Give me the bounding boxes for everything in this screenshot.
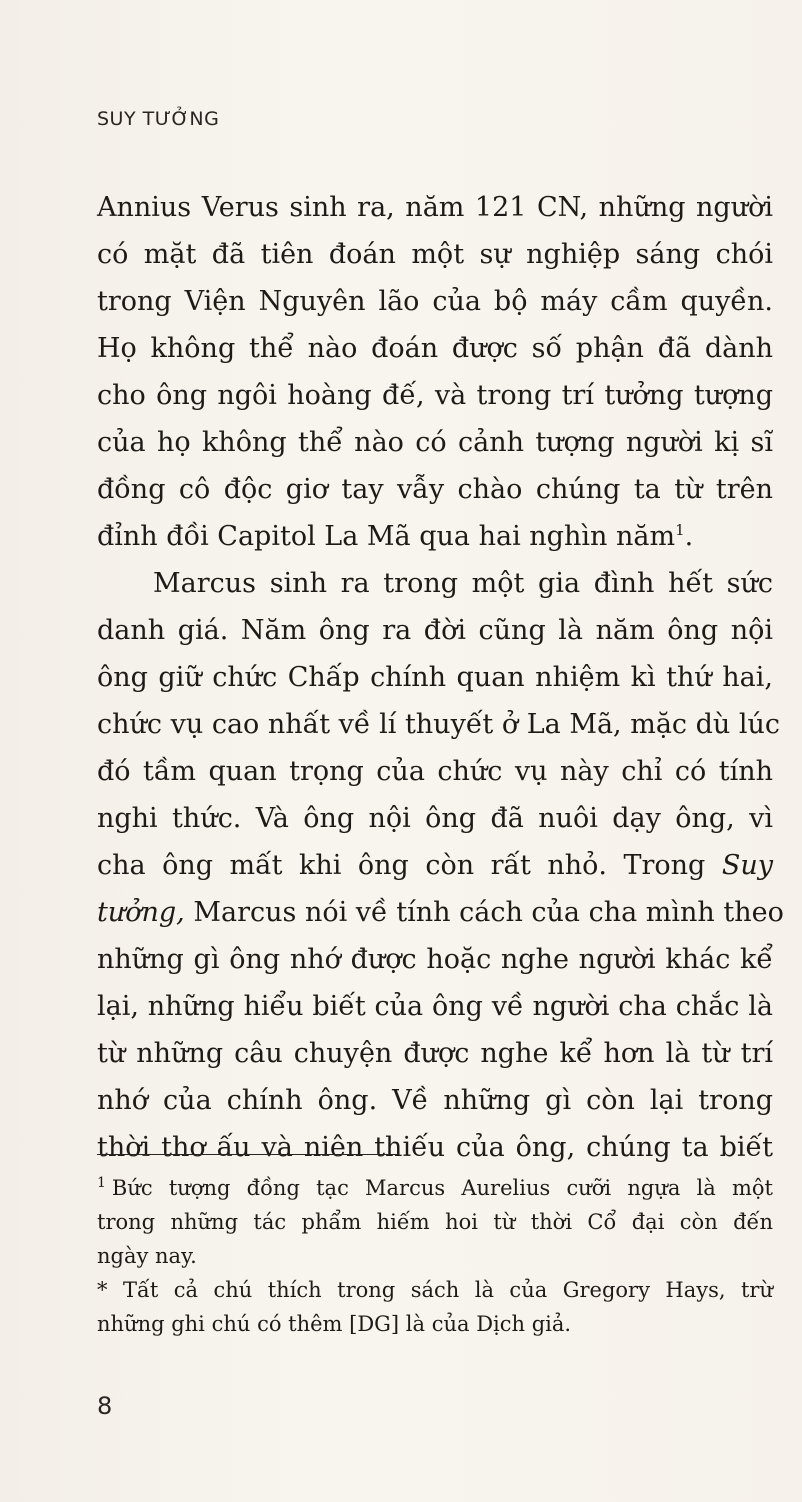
text-line: lại, những hiểu biết của ông về người cha chắc là: [97, 991, 773, 1022]
paragraph-2: [97, 560, 784, 1171]
text-line: đó tầm quan trọng của chức vụ này chỉ có tính: [97, 756, 773, 787]
book-title-italic: tưởng,: [97, 897, 185, 928]
footnote-line: những ghi chú có thêm [DG] là của Dịch giả.: [97, 1312, 572, 1336]
text-segment: Marcus nói về tính cách của cha mình theo: [193, 897, 784, 928]
text-line: cho ông ngôi hoàng đế, và trong trí tưởng tượng: [97, 380, 773, 411]
text-line: [97, 513, 773, 560]
footnotes: [97, 1171, 773, 1341]
text-line: của họ không thể nào có cảnh tượng người kị sĩ: [97, 427, 773, 458]
footnote-divider: [97, 1154, 397, 1155]
text-segment: đỉnh đồi Capitol La Mã qua hai nghìn năm: [97, 521, 676, 552]
text-line: có mặt đã tiên đoán một sự nghiệp sáng chói: [97, 239, 773, 270]
text-line: nghi thức. Và ông nội ông đã nuôi dạy ông, vì: [97, 803, 773, 834]
text-line: trong Viện Nguyên lão của bộ máy cầm quyền.: [97, 286, 773, 317]
text-line: Annius Verus sinh ra, năm 121 CN, những người: [97, 192, 773, 223]
text-segment: Bức tượng đồng tạc Marcus Aurelius cưỡi ngựa là một: [111, 1176, 773, 1200]
text-line: danh giá. Năm ông ra đời cũng là năm ông nội: [97, 615, 773, 646]
text-line: nhớ của chính ông. Về những gì còn lại trong: [97, 1085, 773, 1116]
end-punctuation: .: [684, 521, 694, 552]
footnote-line: trong những tác phẩm hiếm hoi từ thời Cổ đại còn đến: [97, 1210, 773, 1234]
text-line: thời thơ ấu và niên thiếu của ông, chúng ta biết: [97, 1132, 773, 1163]
text-segment: Tất cả chú thích trong sách là của Gregory Hays, trừ: [122, 1278, 773, 1302]
text-segment: cha ông mất khi ông còn rất nhỏ. Trong: [97, 850, 706, 881]
book-title-italic: Suy: [721, 850, 773, 881]
footnote-mark: *: [97, 1278, 108, 1302]
text-line: Họ không thể nào đoán được số phận đã dành: [97, 333, 773, 364]
text-line: [97, 842, 773, 889]
text-line: từ những câu chuyện được nghe kể hơn là từ trí: [97, 1038, 773, 1069]
body-text: [97, 184, 784, 1171]
page-number: 8: [97, 1392, 113, 1420]
footnote-line: ngày nay.: [97, 1244, 197, 1268]
paragraph-1: [97, 184, 773, 560]
running-head: SUY TƯỞNG: [97, 108, 220, 130]
footnote-line: [97, 1171, 773, 1205]
text-line: ông giữ chức Chấp chính quan nhiệm kì thứ hai,: [97, 662, 773, 693]
text-line: đồng cô độc giơ tay vẫy chào chúng ta từ trên: [97, 474, 773, 505]
footnote-reference: 1: [675, 521, 685, 539]
footnote-line: [97, 1273, 773, 1307]
text-line: chức vụ cao nhất về lí thuyết ở La Mã, mặc dù lúc: [97, 709, 781, 740]
footnote-2: [97, 1273, 773, 1341]
footnote-mark: 1: [97, 1175, 106, 1191]
text-line: Marcus sinh ra trong một gia đình hết sức: [153, 568, 773, 599]
footnote-1: [97, 1171, 773, 1273]
text-line: [97, 889, 784, 936]
text-line: những gì ông nhớ được hoặc nghe người khác kể: [97, 944, 773, 975]
